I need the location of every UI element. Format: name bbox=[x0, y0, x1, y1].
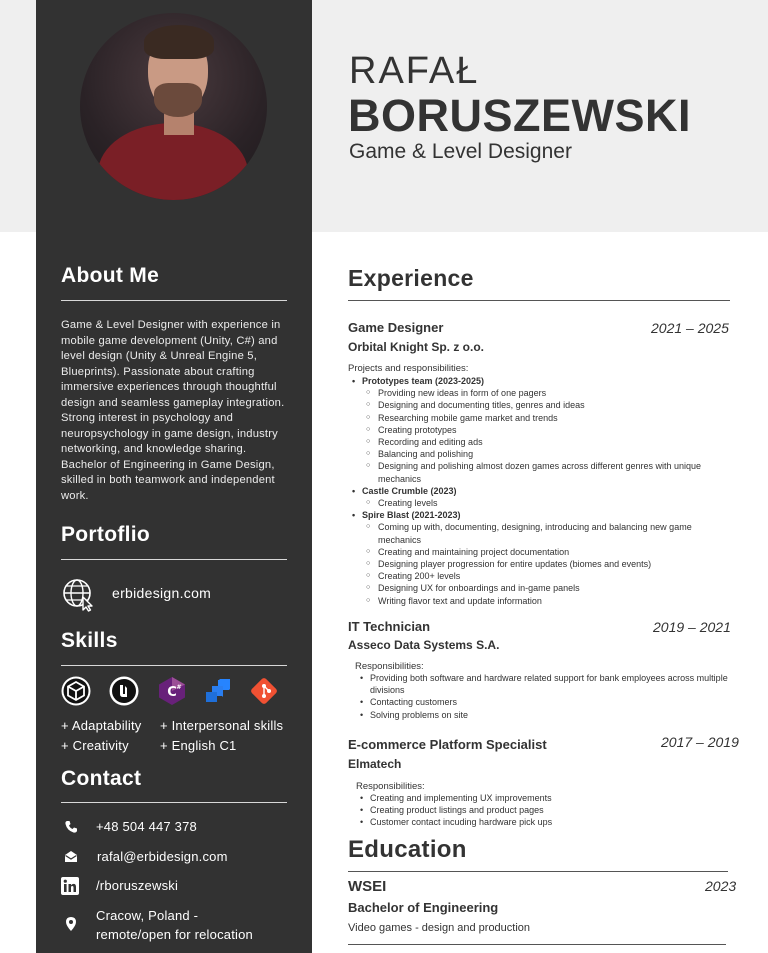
job-years-1: 2021 – 2025 bbox=[651, 320, 729, 336]
svg-text:#: # bbox=[176, 684, 182, 691]
job-lead-2: Responsibilities: bbox=[355, 661, 424, 672]
job-responsibilities-3 bbox=[356, 792, 738, 829]
responsibility-item: ○ Creating prototypes bbox=[348, 424, 732, 436]
last-name: BORUSZEWSKI bbox=[348, 90, 691, 141]
skill-item: + Creativity bbox=[61, 738, 129, 753]
job-years-3: 2017 – 2019 bbox=[661, 734, 739, 750]
job-responsibilities-1 bbox=[348, 375, 732, 607]
job-lead-3: Responsibilities: bbox=[356, 781, 425, 792]
about-heading: About Me bbox=[61, 264, 160, 287]
first-name: RAFAŁ bbox=[349, 50, 480, 92]
contact-divider bbox=[61, 802, 287, 803]
portfolio-row[interactable] bbox=[61, 578, 291, 610]
portfolio-divider bbox=[61, 559, 287, 560]
job-responsibilities-2 bbox=[356, 672, 738, 721]
education-heading: Education bbox=[348, 836, 467, 863]
location-pin-icon bbox=[63, 916, 79, 932]
profile-photo bbox=[80, 13, 267, 200]
job-years-2: 2019 – 2021 bbox=[653, 619, 731, 635]
responsibility-item: • Castle Crumble (2023) bbox=[348, 485, 732, 497]
education-divider bbox=[348, 871, 728, 872]
portfolio-link[interactable]: erbidesign.com bbox=[112, 585, 212, 601]
responsibility-item: ○ Researching mobile game market and trends bbox=[348, 412, 732, 424]
education-field: Video games - design and production bbox=[348, 922, 531, 934]
responsibility-item: ○ Designing and polishing almost dozen games across different genres with unique mechanics bbox=[348, 460, 732, 484]
csharp-icon bbox=[157, 676, 187, 706]
responsibility-item: ○ Creating 200+ levels bbox=[348, 570, 732, 582]
job-title: Game & Level Designer bbox=[349, 140, 572, 163]
responsibility-item: • Solving problems on site bbox=[356, 709, 738, 721]
contact-heading: Contact bbox=[61, 767, 142, 790]
responsibility-item: ○ Creating levels bbox=[348, 497, 732, 509]
responsibility-item: ○ Writing flavor text and update information bbox=[348, 595, 732, 607]
email-address[interactable]: rafal@erbidesign.com bbox=[97, 849, 228, 864]
email-icon bbox=[63, 849, 79, 865]
responsibility-item: ○ Creating and maintaining project documentation bbox=[348, 546, 732, 558]
responsibility-item: ○ Coming up with, documenting, designing, introducing and balancing new game mechanics bbox=[348, 521, 732, 545]
skills-divider bbox=[61, 665, 287, 666]
experience-heading: Experience bbox=[348, 265, 474, 291]
unity-icon bbox=[61, 676, 91, 706]
responsibility-item: ○ Providing new ideas in form of one pagers bbox=[348, 387, 732, 399]
phone-icon bbox=[63, 819, 79, 835]
about-text: Game & Level Designer with experience in mobile game development (Unity, C#) and level design (Unity & Unreal Engine 5, Blueprints). Passionate about crafting immersive experiences through thoughtful design and seamless gameplay integration. Strong interest in psychology and neuropsychology in game design, industry networking, and knowledge sharing. Bachelor of Engineering in Game Design, skilled in both teamwork and independent work. bbox=[61, 319, 285, 502]
responsibility-item: • Creating product listings and product pages bbox=[356, 804, 738, 816]
skill-item: + English C1 bbox=[160, 738, 237, 753]
responsibility-item: • Providing both software and hardware related support for bank employees across multiple divisions bbox=[356, 672, 738, 696]
job-title-3: E-commerce Platform Specialist bbox=[348, 737, 547, 752]
education-degree: Bachelor of Engineering bbox=[348, 900, 499, 915]
education-year: 2023 bbox=[705, 878, 737, 894]
job-company-3: Elmatech bbox=[348, 757, 402, 771]
location-line-1: Cracow, Poland - bbox=[96, 908, 199, 923]
responsibility-item: • Spire Blast (2021-2023) bbox=[348, 509, 732, 521]
experience-divider bbox=[348, 300, 730, 301]
job-title-1: Game Designer bbox=[348, 320, 444, 335]
jira-icon bbox=[203, 676, 233, 706]
svg-text:C: C bbox=[167, 685, 177, 700]
job-company-2: Asseco Data Systems S.A. bbox=[348, 638, 500, 652]
responsibility-item: ○ Balancing and polishing bbox=[348, 448, 732, 460]
phone-number[interactable]: +48 504 447 378 bbox=[96, 819, 197, 834]
globe-cursor-icon bbox=[61, 578, 95, 612]
skill-tool-icons bbox=[61, 676, 291, 708]
responsibility-item: ○ Designing player progression for entire updates (biomes and events) bbox=[348, 558, 732, 570]
responsibility-item: ○ Designing and documenting titles, genres and ideas bbox=[348, 399, 732, 411]
about-divider bbox=[61, 300, 287, 301]
responsibility-item: ○ Designing UX for onboardings and in-game panels bbox=[348, 582, 732, 594]
responsibility-item: • Contacting customers bbox=[356, 696, 738, 708]
skill-item: + Interpersonal skills bbox=[160, 718, 284, 733]
linkedin-icon bbox=[61, 877, 79, 895]
portfolio-heading: Portoflio bbox=[61, 523, 151, 546]
linkedin-handle[interactable]: /rboruszewski bbox=[96, 878, 179, 893]
responsibility-item: • Prototypes team (2023-2025) bbox=[348, 375, 732, 387]
skill-item: + Adaptability bbox=[61, 718, 142, 733]
unreal-engine-icon bbox=[109, 676, 139, 706]
git-icon bbox=[249, 676, 279, 706]
job-title-2: IT Technician bbox=[348, 619, 431, 634]
job-company-1: Orbital Knight Sp. z o.o. bbox=[348, 340, 484, 354]
skills-heading: Skills bbox=[61, 629, 118, 652]
education-bottom-divider bbox=[348, 944, 726, 945]
job-lead-1: Projects and responsibilities: bbox=[348, 363, 469, 374]
responsibility-item: • Creating and implementing UX improvements bbox=[356, 792, 738, 804]
responsibility-item: ○ Recording and editing ads bbox=[348, 436, 732, 448]
location-line-2: remote/open for relocation bbox=[96, 927, 253, 942]
responsibility-item: • Customer contact incuding hardware pick ups bbox=[356, 816, 738, 828]
education-school: WSEI bbox=[348, 878, 387, 895]
